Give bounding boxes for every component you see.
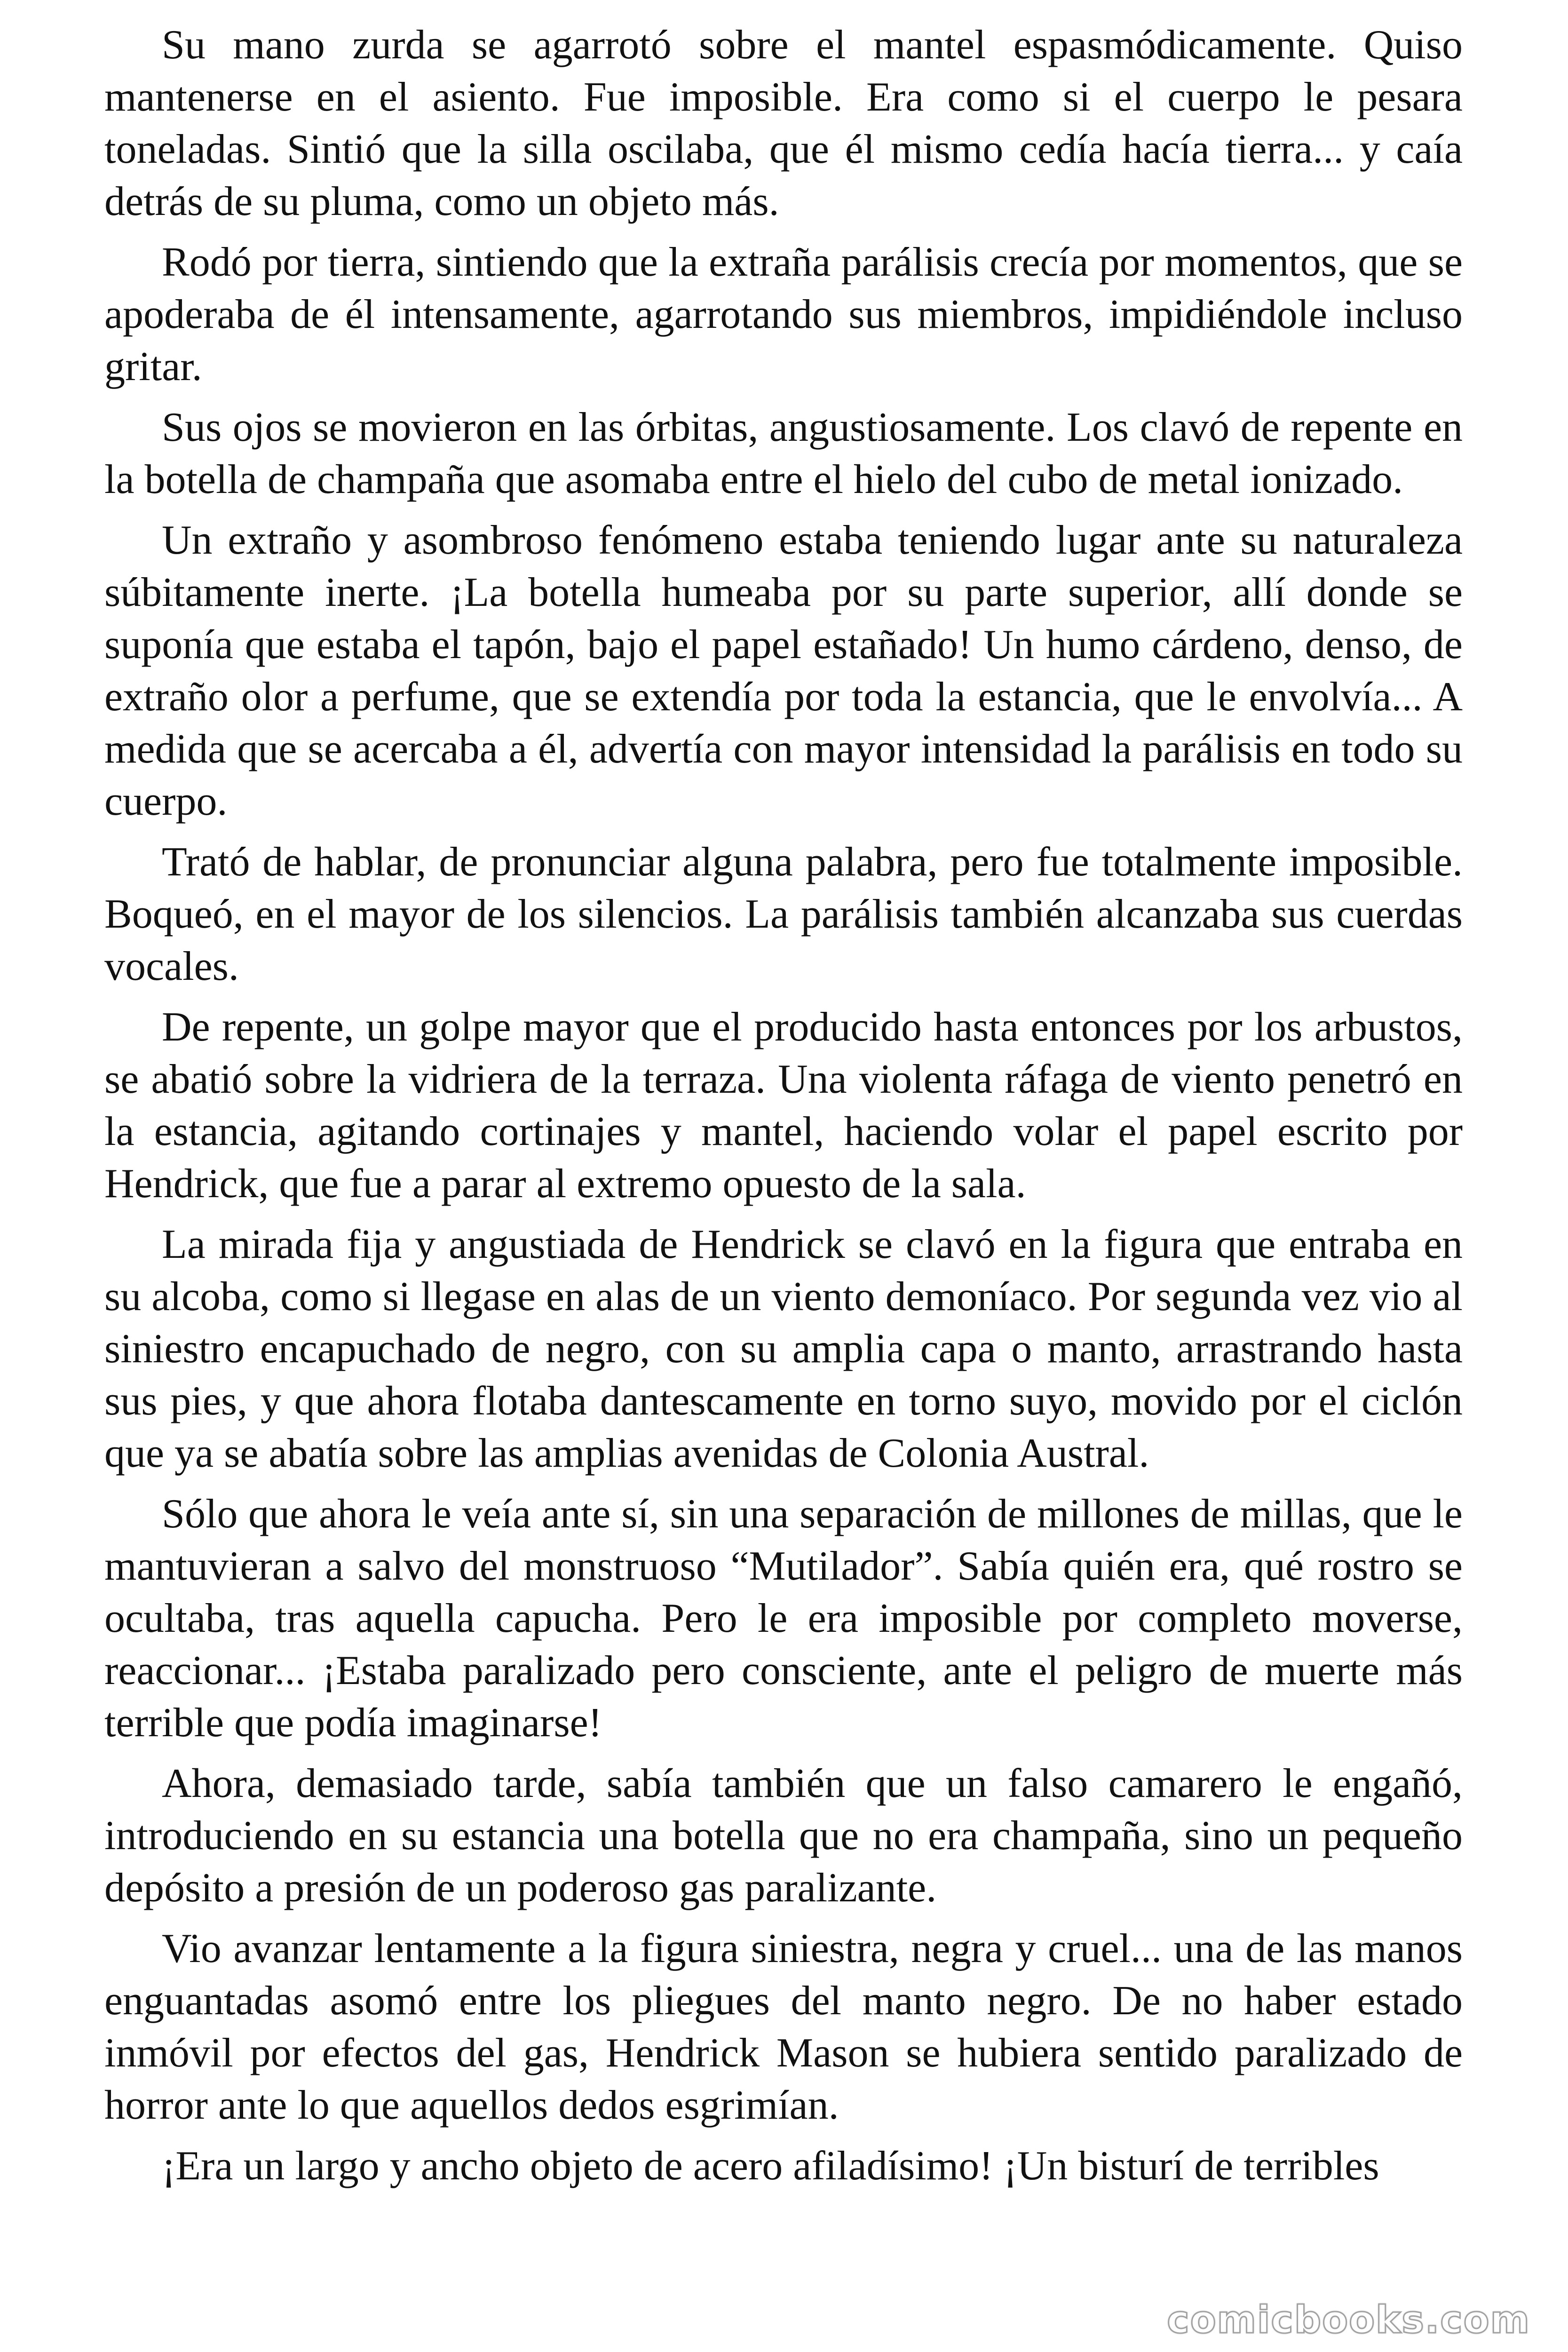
body-text xyxy=(104,19,1463,2201)
paragraph: Vio avanzar lentamente a la figura siniestra, negra y cruel... una de las manos enguantadas asomó entre los pliegues del manto negro. De no haber estado inmóvil por efectos del gas, Hendrick Mason se hubiera sentido paralizado de horror ante lo que aquellos dedos esgrimían. xyxy=(104,1926,1463,2128)
paragraph: Sus ojos se movieron en las órbitas, angustiosamente. Los clavó de repente en la botella de champaña que asomaba entre el hielo del cubo de metal ionizado. xyxy=(104,405,1463,502)
paragraph: Rodó por tierra, sintiendo que la extraña parálisis crecía por momentos, que se apoderaba de él intensamente, agarrotando sus miembros, impidiéndole incluso gritar. xyxy=(104,239,1463,389)
paragraph: De repente, un golpe mayor que el producido hasta entonces por los arbustos, se abatió sobre la vidriera de la terraza. Una violenta ráfaga de viento penetró en la estancia, agitando cortinajes y mantel, haciendo volar el papel escrito por Hendrick, que fue a parar al extremo opuesto de la sala. xyxy=(104,1004,1463,1207)
paragraph: Su mano zurda se agarrotó sobre el mantel espasmódicamente. Quiso mantenerse en el asiento. Fue imposible. Era como si el cuerpo le pesara toneladas. Sintió que la silla oscilaba, que él mismo cedía hacía tierra... y caía detrás de su pluma, como un objeto más. xyxy=(104,22,1463,224)
paragraph: Ahora, demasiado tarde, sabía también que un falso camarero le engañó, introduciendo en su estancia una botella que no era champaña, sino un pequeño depósito a presión de un poderoso gas paralizante. xyxy=(104,1761,1463,1911)
paragraph: Sólo que ahora le veía ante sí, sin una separación de millones de millas, que le mantuvieran a salvo del monstruoso “Mutilador”. Sabía quién era, qué rostro se ocultaba, tras aquella capucha. Pero le era imposible por completo moverse, reaccionar... ¡Estaba paralizado pero consciente, ante el peligro de muerte más terrible que podía imaginarse! xyxy=(104,1491,1463,1746)
paragraph: Trató de hablar, de pronunciar alguna palabra, pero fue totalmente imposible. Boqueó, en el mayor de los silencios. La parálisis también alcanzaba sus cuerdas vocales. xyxy=(104,839,1463,989)
paragraph: Un extraño y asombroso fenómeno estaba teniendo lugar ante su naturaleza súbitamente inerte. ¡La botella humeaba por su parte superior, allí donde se suponía que estaba el tapón, bajo el papel estañado! Un humo cárdeno, denso, de extraño olor a perfume, que se extendía por toda la estancia, que le envolvía... A medida que se acercaba a él, advertía con mayor intensidad la parálisis en todo su cuerpo. xyxy=(104,517,1463,824)
paragraph: La mirada fija y angustiada de Hendrick se clavó en la figura que entraba en su alcoba, como si llegase en alas de un viento demoníaco. Por segunda vez vio al siniestro encapuchado de negro, con su amplia capa o manto, arrastrando hasta sus pies, y que ahora flotaba dantescamente en torno suyo, movido por el ciclón que ya se abatía sobre las amplias avenidas de Colonia Austral. xyxy=(104,1222,1463,1476)
paragraph: ¡Era un largo y ancho objeto de acero afiladísimo! ¡Un bisturí de terribles xyxy=(162,2143,1379,2189)
watermark: comicbooks.com xyxy=(1167,2298,1530,2342)
